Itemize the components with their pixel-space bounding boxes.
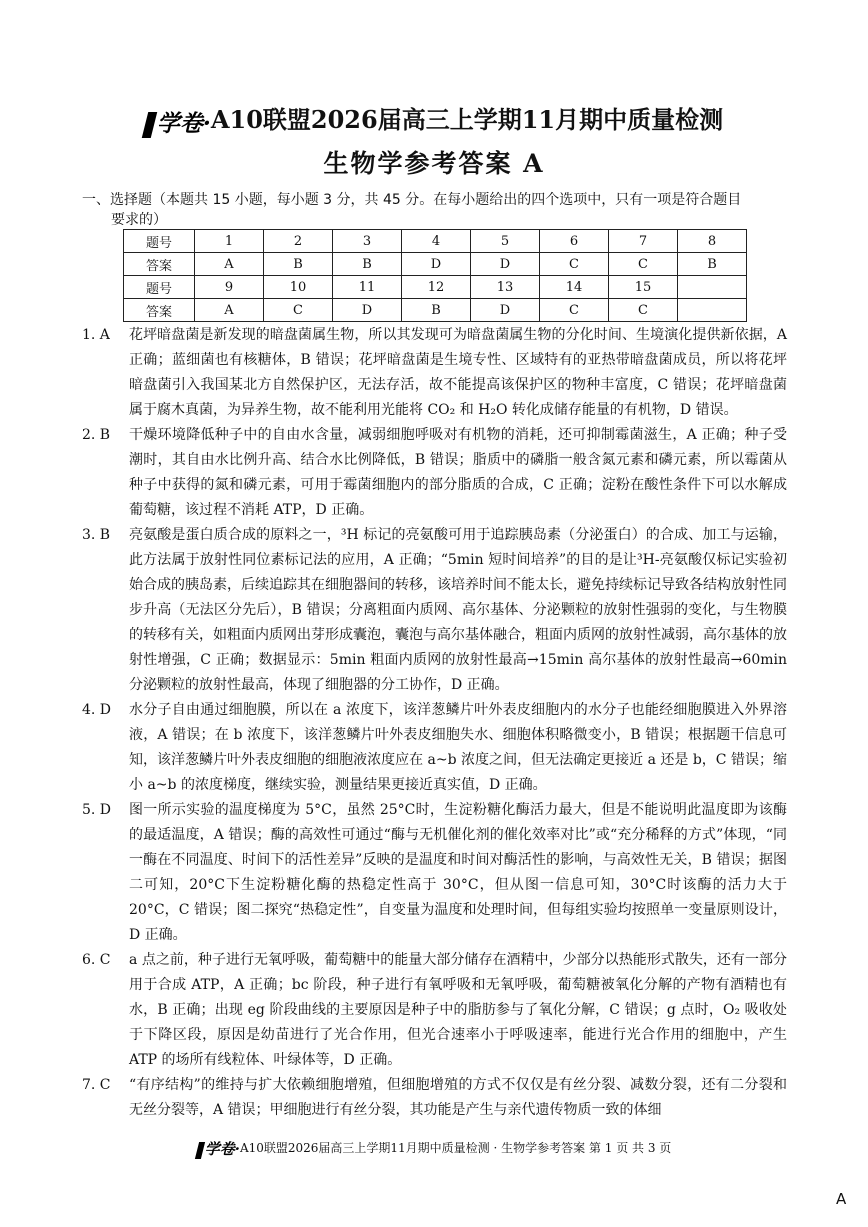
table-cell: 7 (609, 230, 678, 253)
table-cell: 9 (195, 276, 264, 299)
table-cell (678, 299, 747, 322)
item-text: 干燥环境降低种子中的自由水含量，减弱细胞呼吸对有机物的消耗，还可抑制霉菌滋生，A 正确；种子受潮时，其自由水比例升高、结合水比例降低，B 错误；脂质中的磷脂一般含氮元素和磷元素，所以霉菌从种子中获得的氮和磷元素，可用于霉菌细胞内的部分脂质的合成，C 正确；淀粉在酸性条件下可以水解成葡萄糖，该过程不消耗 ATP，D 正确。 (129, 427, 787, 518)
document-subtitle: 生物学参考答案 A (323, 149, 545, 178)
table-cell: C (540, 253, 609, 276)
table-cell: 15 (609, 276, 678, 299)
list-item (82, 948, 787, 1073)
item-number: 7. C (82, 1077, 111, 1093)
table-cell: 10 (264, 276, 333, 299)
table-cell: D (471, 299, 540, 322)
table-cell: 5 (471, 230, 540, 253)
section-heading (82, 190, 782, 230)
title-text: A10联盟2026届高三上学期11月期中质量检测 (210, 105, 724, 134)
answer-table (123, 229, 747, 322)
table-cell: B (333, 253, 402, 276)
table-row-label: 题号 (124, 276, 195, 299)
brand-logo: 学卷· (145, 105, 211, 138)
table-cell: C (264, 299, 333, 322)
section-heading-line2: 要求的） (111, 212, 167, 228)
page-footer (0, 1138, 868, 1159)
footer-logo: 学卷· (197, 1138, 240, 1159)
list-item (82, 423, 787, 523)
table-row (124, 253, 747, 276)
table-cell: 14 (540, 276, 609, 299)
table-cell: A (195, 253, 264, 276)
table-row (124, 230, 747, 253)
table-row-label: 答案 (124, 253, 195, 276)
explanation-list (82, 323, 787, 1123)
item-text: 水分子自由通过细胞膜，所以在 a 浓度下，该洋葱鳞片叶外表皮细胞内的水分子也能经细胞膜进入外界溶液，A 错误；在 b 浓度下，该洋葱鳞片叶外表皮细胞失水、细胞体积略微变小，B 错误；根据题干信息可知，该洋葱鳞片叶外表皮细胞的细胞液浓度应在 a~b 浓度之间，但无法确定更接近 a 还是 b，C 错误；缩小 a~b 的浓度梯度，继续实验，测量结果更接近真实值，D 正确。 (129, 702, 787, 793)
table-cell: C (609, 299, 678, 322)
table-row-label: 答案 (124, 299, 195, 322)
table-cell: B (402, 299, 471, 322)
item-number: 1. A (82, 327, 110, 343)
item-text: a 点之前，种子进行无氧呼吸，葡萄糖中的能量大部分储存在酒精中，少部分以热能形式散失，还有一部分用于合成 ATP，A 正确；bc 阶段，种子进行有氧呼吸和无氧呼吸，葡萄糖被氧化分解的产物有酒精也有水，B 正确；出现 eg 阶段曲线的主要原因是种子中的脂肪参与了氧化分解，C 错误；g 点时，O₂ 吸收处于下降区段，原因是幼苗进行了光合作用，但光合速率小于呼吸速率，能进行光合作用的细胞中，产生 ATP 的场所有线粒体、叶绿体等，D 正确。 (129, 952, 787, 1068)
table-cell: B (264, 253, 333, 276)
table-cell: 6 (540, 230, 609, 253)
table-cell: D (471, 253, 540, 276)
section-heading-line1: 一、选择题（本题共 15 小题，每小题 3 分，共 45 分。在每小题给出的四个选项中，只有一项是符合题目 (82, 192, 742, 208)
table-cell: C (609, 253, 678, 276)
table-cell (678, 276, 747, 299)
item-text: “有序结构”的维持与扩大依赖细胞增殖，但细胞增殖的方式不仅仅是有丝分裂、减数分裂，还有二分裂和无丝分裂等，A 错误；甲细胞进行有丝分裂，其功能是产生与亲代遗传物质一致的体细 (129, 1077, 787, 1118)
table-cell: 2 (264, 230, 333, 253)
table-cell: B (678, 253, 747, 276)
table-row (124, 299, 747, 322)
item-number: 3. B (82, 527, 111, 543)
table-cell: A (195, 299, 264, 322)
table-cell: 12 (402, 276, 471, 299)
item-number: 5. D (82, 802, 112, 818)
table-cell: 11 (333, 276, 402, 299)
table-row-label: 题号 (124, 230, 195, 253)
list-item (82, 323, 787, 423)
item-number: 6. C (82, 952, 111, 968)
table-cell: C (540, 299, 609, 322)
item-text: 图一所示实验的温度梯度为 5°C，虽然 25°C时，生淀粉糖化酶活力最大，但是不能说明此温度即为该酶的最适温度，A 错误；酶的高效性可通过“酶与无机催化剂的催化效率对比”或“充分稀释的方式”体现，“同一酶在不同温度、时间下的活性差异”反映的是温度和时间对酶活性的影响，与高效性无关，B 错误；据图二可知，20°C下生淀粉糖化酶的热稳定性高于 30°C，但从图一信息可知，30°C时该酶的活力大于 20°C，C 错误；图二探究“热稳定性”，自变量为温度和处理时间，但每组实验均按照单一变量原则设计，D 正确。 (129, 802, 787, 943)
table-cell: D (402, 253, 471, 276)
list-item (82, 1073, 787, 1123)
table-cell: 8 (678, 230, 747, 253)
corner-mark: A (836, 1190, 847, 1208)
list-item (82, 523, 787, 698)
item-text: 亮氨酸是蛋白质合成的原料之一，³H 标记的亮氨酸可用于追踪胰岛素（分泌蛋白）的合成、加工与运输，此方法属于放射性同位素标记法的应用，A 正确；“5min 短时间培养”的目的是让³H-亮氨酸仅标记实验初始合成的胰岛素，后续追踪其在细胞器间的转移，该培养时间不能太长，避免持续标记导致各结构放射性同步升高（无法区分先后），B 错误；分离粗面内质网、高尔基体、分泌颗粒的放射性强弱的变化，与生物膜的转移有关，如粗面内质网出芽形成囊泡，囊泡与高尔基体融合，粗面内质网的放射性减弱，高尔基体的放射性增强，C 正确；数据显示：5min 粗面内质网的放射性最高→15min 高尔基体的放射性最高→60min 分泌颗粒的放射性最高，体现了细胞器的分工协作，D 正确。 (129, 527, 787, 693)
table-cell: D (333, 299, 402, 322)
document-title (0, 100, 868, 138)
table-cell: 4 (402, 230, 471, 253)
table-cell: 1 (195, 230, 264, 253)
list-item (82, 698, 787, 798)
footer-text: A10联盟2026届高三上学期11月期中质量检测 · 生物学参考答案 第 1 页 共 3 页 (239, 1141, 672, 1155)
table-cell: 3 (333, 230, 402, 253)
table-cell: 13 (471, 276, 540, 299)
item-number: 4. D (82, 702, 112, 718)
item-number: 2. B (82, 427, 111, 443)
table-row (124, 276, 747, 299)
item-text: 花坪暗盘菌是新发现的暗盘菌属生物，所以其发现可为暗盘菌属生物的分化时间、生境演化提供新依据，A 正确；蓝细菌也有核糖体，B 错误；花坪暗盘菌是生境专性、区域特有的亚热带暗盘菌成员，所以将花坪暗盘菌引入我国某北方自然保护区，无法存活，故不能提高该保护区的物种丰富度，C 错误；花坪暗盘菌属于腐木真菌，为异养生物，故不能利用光能将 CO₂ 和 H₂O 转化成储存能量的有机物，D 错误。 (129, 327, 787, 418)
list-item (82, 798, 787, 948)
